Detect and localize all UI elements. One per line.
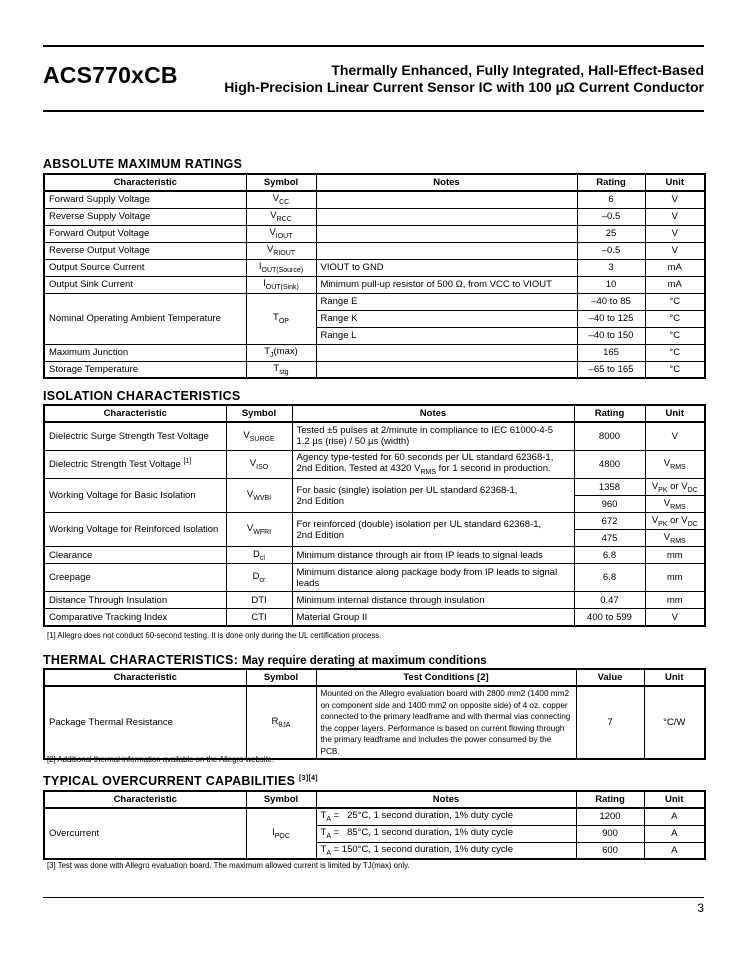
cell-notes <box>316 361 577 378</box>
thermal-footnote: [2] Additional thermal information available on the Allegro website. <box>47 755 275 764</box>
table-row <box>44 191 705 208</box>
col-unit: Unit <box>645 405 705 422</box>
cell-notes: Range L <box>316 327 577 344</box>
cell-char: Reverse Output Voltage <box>44 242 246 259</box>
table-row <box>44 276 705 293</box>
cell-notes: $T_A = 150^\circ C$, 1 second duration, 1% duty cycle <box>316 842 576 859</box>
cell-notes <box>316 344 577 361</box>
cell-rating: 672 <box>574 513 645 530</box>
cell-unit: A <box>644 842 705 859</box>
cell-symbol: $T_{OP}$ <box>246 293 316 344</box>
cell-notes: Range K <box>316 310 577 327</box>
cell-char: Storage Temperature <box>44 361 246 378</box>
cell-notes: Material Group II <box>292 609 574 626</box>
cell-notes: Minimum internal distance through insulation <box>292 592 574 609</box>
cell-symbol: $R_{\theta JA}$ <box>246 686 316 759</box>
cell-rating: 4800 <box>574 450 645 479</box>
cell-unit: mm <box>645 547 705 564</box>
cell-unit: °C <box>645 327 705 344</box>
cell-char: Forward Supply Voltage <box>44 191 246 208</box>
cell-rating: 3 <box>577 259 645 276</box>
table-row <box>44 513 705 530</box>
isolation-footnote: [1] Allegro does not conduct 60-second testing. It is done only during the UL certification process. <box>47 631 382 640</box>
thermal-title: THERMAL CHARACTERISTICS: May require derating at maximum conditions <box>43 653 487 667</box>
table-row <box>44 293 705 310</box>
abs-max-table <box>43 173 706 379</box>
cell-rating: 600 <box>576 842 644 859</box>
cell-unit: $V_{PK}$ or $V_{DC}$ <box>645 479 705 496</box>
cell-char: Output Sink Current <box>44 276 246 293</box>
cell-rating: 165 <box>577 344 645 361</box>
cell-symbol: CTI <box>226 609 292 626</box>
cell-rating: 6.8 <box>574 547 645 564</box>
cell-char: Maximum Junction <box>44 344 246 361</box>
col-characteristic: Characteristic <box>44 791 246 808</box>
cell-notes: $T_A = 85^\circ C$, 1 second duration, 1% duty cycle <box>316 825 576 842</box>
cell-rating: 475 <box>574 530 645 547</box>
cell-rating: 900 <box>576 825 644 842</box>
cell-rating: –0.5 <box>577 208 645 225</box>
cell-notes: Agency type-tested for 60 seconds per UL standard 62368-1, 2nd Edition. Tested at 4320 $V_{RMS}$ for 1 second in production. <box>292 450 574 479</box>
col-rating: Rating <box>576 791 644 808</box>
cell-symbol: $T_J(\max)$ <box>246 344 316 361</box>
cell-unit: V <box>645 191 705 208</box>
overcurrent-title: TYPICAL OVERCURRENT CAPABILITIES [3][4] <box>43 774 318 788</box>
cell-rating: 0.47 <box>574 592 645 609</box>
cell-rating: 8000 <box>574 422 645 450</box>
col-unit: Unit <box>644 791 705 808</box>
cell-notes: Minimum distance through air from IP leads to signal leads <box>292 547 574 564</box>
cell-rating: 1200 <box>576 808 644 825</box>
cell-notes: $T_A = 25^\circ C$, 1 second duration, 1% duty cycle <box>316 808 576 825</box>
cell-char: Working Voltage for Reinforced Isolation <box>44 513 226 547</box>
cell-notes <box>316 191 577 208</box>
cell-unit: V <box>645 422 705 450</box>
header-top-rule <box>43 45 704 47</box>
table-row <box>44 361 705 378</box>
col-characteristic: Characteristic <box>44 405 226 422</box>
cell-rating: –40 to 150 <box>577 327 645 344</box>
cell-symbol: $V_{ISO}$ <box>226 450 292 479</box>
cell-symbol: $V_{IOUT}$ <box>246 225 316 242</box>
table-row <box>44 609 705 626</box>
table-row <box>44 808 705 825</box>
cell-unit: A <box>644 808 705 825</box>
page-number: 3 <box>697 901 704 915</box>
cell-unit: $V_{RMS}$ <box>645 530 705 547</box>
cell-value: 7 <box>576 686 644 759</box>
cell-symbol: $D_{cr}$ <box>226 564 292 592</box>
col-rating: Rating <box>577 174 645 191</box>
cell-unit: mA <box>645 276 705 293</box>
col-symbol: Symbol <box>246 791 316 808</box>
cell-symbol: $V_{WFRI}$ <box>226 513 292 547</box>
cell-notes: Range E <box>316 293 577 310</box>
title-line-1: Thermally Enhanced, Fully Integrated, Hall-Effect-Based <box>331 62 704 78</box>
cell-rating: 400 to 599 <box>574 609 645 626</box>
isolation-table <box>43 404 706 627</box>
table-row <box>44 242 705 259</box>
table-row <box>44 592 705 609</box>
cell-unit: mA <box>645 259 705 276</box>
cell-symbol: DTI <box>226 592 292 609</box>
cell-unit: $V_{RMS}$ <box>645 450 705 479</box>
col-symbol: Symbol <box>246 174 316 191</box>
cell-char: Nominal Operating Ambient Temperature <box>44 293 246 344</box>
table-row <box>44 208 705 225</box>
cell-unit: °C/W <box>644 686 705 759</box>
table-row <box>44 259 705 276</box>
col-symbol: Symbol <box>226 405 292 422</box>
cell-unit: V <box>645 225 705 242</box>
cell-unit: mm <box>645 564 705 592</box>
cell-unit: °C <box>645 361 705 378</box>
cell-unit: V <box>645 609 705 626</box>
table-row <box>44 422 705 450</box>
cell-char: Overcurrent <box>44 808 246 859</box>
cell-rating: 25 <box>577 225 645 242</box>
part-number: ACS770xCB <box>43 62 178 88</box>
overcurrent-table <box>43 790 706 860</box>
cell-notes: Minimum distance along package body from IP leads to signal leads <box>292 564 574 592</box>
cell-char: Working Voltage for Basic Isolation <box>44 479 226 513</box>
table-row <box>44 225 705 242</box>
thermal-subtitle: May require derating at maximum conditions <box>241 655 487 667</box>
cell-unit: °C <box>645 293 705 310</box>
cell-char: Output Source Current <box>44 259 246 276</box>
cell-rating: 6 <box>577 191 645 208</box>
cell-char: Comparative Tracking Index <box>44 609 226 626</box>
cell-rating: –65 to 165 <box>577 361 645 378</box>
cell-char: Creepage <box>44 564 226 592</box>
cell-unit: °C <box>645 310 705 327</box>
cell-notes <box>316 242 577 259</box>
col-rating: Rating <box>574 405 645 422</box>
cell-rating: –40 to 125 <box>577 310 645 327</box>
footer-rule <box>43 897 704 898</box>
thermal-table <box>43 668 706 760</box>
col-value: Value <box>576 669 644 686</box>
cell-symbol: $T_{stg}$ <box>246 361 316 378</box>
table-row <box>44 564 705 592</box>
isolation-title: ISOLATION CHARACTERISTICS <box>43 389 241 403</box>
col-test-conditions: Test Conditions [2] <box>316 669 576 686</box>
col-characteristic: Characteristic <box>44 669 246 686</box>
cell-unit: V <box>645 208 705 225</box>
cell-unit: mm <box>645 592 705 609</box>
cell-symbol: $V_{RIOUT}$ <box>246 242 316 259</box>
col-notes: Notes <box>316 174 577 191</box>
cell-unit: V <box>645 242 705 259</box>
cell-symbol: $V_{RCC}$ <box>246 208 316 225</box>
col-notes: Notes <box>316 791 576 808</box>
cell-unit: $V_{RMS}$ <box>645 496 705 513</box>
cell-notes: For basic (single) isolation per UL standard 62368-1, 2nd Edition <box>292 479 574 513</box>
cell-char: Forward Output Voltage <box>44 225 246 242</box>
cell-unit: °C <box>645 344 705 361</box>
cell-notes <box>316 208 577 225</box>
table-row <box>44 450 705 479</box>
cell-char: Dielectric Strength Test Voltage [1] <box>44 450 226 479</box>
cell-rating: 1358 <box>574 479 645 496</box>
cell-char: Package Thermal Resistance <box>44 686 246 759</box>
cell-symbol: $V_{SURGE}$ <box>226 422 292 450</box>
col-unit: Unit <box>645 174 705 191</box>
cell-symbol: $I_{POC}$ <box>246 808 316 859</box>
cell-char: Distance Through Insulation <box>44 592 226 609</box>
cell-char: Reverse Supply Voltage <box>44 208 246 225</box>
abs-max-title: ABSOLUTE MAXIMUM RATINGS <box>43 157 243 171</box>
overcurrent-footnote: [3] Test was done with Allegro evaluation board. The maximum allowed current is limited by TJ(max) only. <box>47 861 410 870</box>
cell-notes: Minimum pull-up resistor of 500 Ω, from VCC to VIOUT <box>316 276 577 293</box>
cell-rating: 10 <box>577 276 645 293</box>
col-symbol: Symbol <box>246 669 316 686</box>
cell-unit: $V_{PK}$ or $V_{DC}$ <box>645 513 705 530</box>
cell-notes: VIOUT to GND <box>316 259 577 276</box>
cell-rating: –0.5 <box>577 242 645 259</box>
cell-symbol: $D_{cl}$ <box>226 547 292 564</box>
cell-notes: Tested ±5 pulses at 2/minute in compliance to IEC 61000-4-5 1.2 µs (rise) / 50 µs (width) <box>292 422 574 450</box>
cell-notes: For reinforced (double) isolation per UL standard 62368-1, 2nd Edition <box>292 513 574 547</box>
cell-rating: –40 to 85 <box>577 293 645 310</box>
header-bottom-rule <box>43 110 704 112</box>
cell-unit: A <box>644 825 705 842</box>
col-notes: Notes <box>292 405 574 422</box>
cell-symbol: $V_{CC}$ <box>246 191 316 208</box>
cell-symbol: $I_{OUT(Sink)}$ <box>246 276 316 293</box>
document-title <box>224 62 704 96</box>
table-row <box>44 344 705 361</box>
cell-symbol: $I_{OUT(Source)}$ <box>246 259 316 276</box>
cell-char: Dielectric Surge Strength Test Voltage <box>44 422 226 450</box>
cell-notes <box>316 225 577 242</box>
cell-rating: 6.8 <box>574 564 645 592</box>
cell-rating: 960 <box>574 496 645 513</box>
title-line-2: High-Precision Linear Current Sensor IC with 100 µΩ Current Conductor <box>224 79 704 95</box>
table-row <box>44 686 705 759</box>
cell-symbol: $V_{WVBI}$ <box>226 479 292 513</box>
cell-test-conditions: Mounted on the Allegro evaluation board with 2800 mm2 (1400 mm2 on component side and 1400 mm2 on opposite side) of 4 oz. copper connected to the primary leadframe and with thermal vias connecting the copper layers. Performance is based on current flowing through the primary leadframe and includes the power consumed by the PCB. <box>316 686 576 759</box>
table-row <box>44 479 705 496</box>
cell-char: Clearance <box>44 547 226 564</box>
table-row <box>44 547 705 564</box>
col-unit: Unit <box>644 669 705 686</box>
col-characteristic: Characteristic <box>44 174 246 191</box>
